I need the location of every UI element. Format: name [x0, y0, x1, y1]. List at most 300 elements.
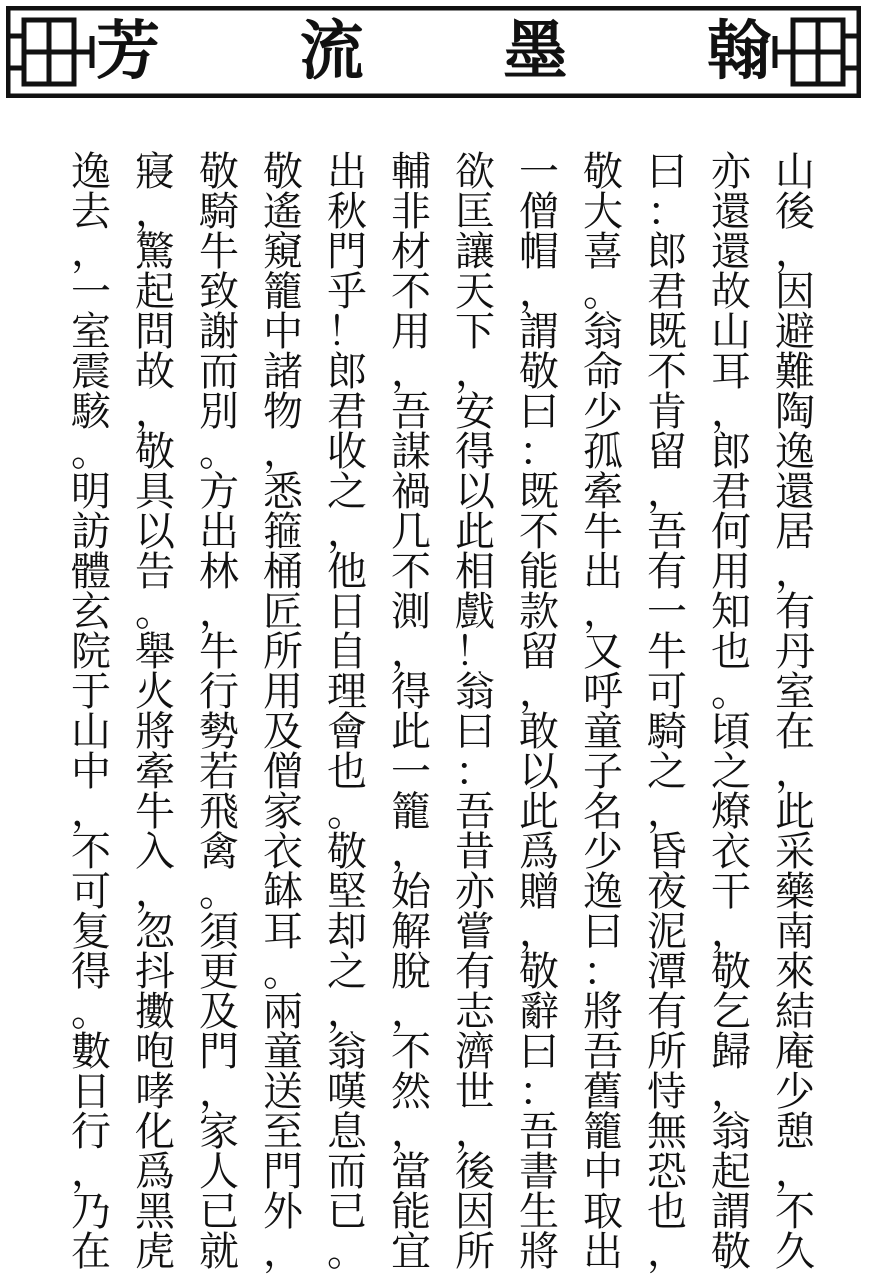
column-glyph: 丹 [775, 629, 815, 675]
column-glyph: 有 [455, 949, 495, 995]
column-glyph: 出 [583, 549, 623, 595]
column-glyph: 志 [455, 989, 495, 1035]
column-glyph: 乃 [71, 1189, 111, 1235]
column-glyph: 無 [647, 1109, 687, 1155]
column-glyph: 騎 [199, 189, 239, 235]
column-glyph: 脫 [391, 949, 431, 995]
column-glyph: 安 [455, 389, 495, 435]
column-glyph: 家 [263, 789, 303, 835]
column-glyph: 下 [455, 309, 495, 355]
column-glyph: 敬 [263, 149, 303, 195]
column-glyph: 及 [199, 989, 239, 1035]
column-glyph: 濟 [455, 1029, 495, 1075]
column-glyph: 更 [199, 949, 239, 995]
column-glyph: 亦 [711, 149, 751, 195]
column-glyph: 敬 [711, 1229, 751, 1275]
column-glyph: 難 [775, 349, 815, 395]
column-glyph: 戲 [455, 589, 495, 635]
column-glyph: 牛 [135, 789, 175, 835]
column-glyph: 驚 [135, 229, 175, 275]
column-glyph: 喜 [583, 229, 623, 275]
column-glyph: 子 [583, 749, 623, 795]
text-column [448, 149, 502, 1275]
column-glyph: 不 [775, 1189, 815, 1235]
right-lattice-ornament [775, 20, 859, 84]
column-glyph: 禽 [199, 829, 239, 875]
column-glyph: 謝 [199, 309, 239, 355]
column-glyph: 哮 [135, 1069, 175, 1115]
column-glyph: 謂 [519, 309, 559, 355]
column-glyph: 室 [71, 309, 111, 355]
column-glyph: 出 [583, 1229, 623, 1275]
column-glyph: 曰 [647, 149, 687, 195]
column-glyph: ， [263, 429, 303, 475]
column-glyph: 材 [391, 229, 431, 275]
text-column [384, 149, 438, 1275]
column-glyph: 也 [327, 749, 367, 795]
column-glyph: 泥 [647, 909, 687, 955]
column-glyph: 以 [455, 469, 495, 515]
column-glyph: 敬 [519, 349, 559, 395]
column-glyph: ， [583, 589, 623, 635]
column-glyph: ， [391, 829, 431, 875]
column-glyph: 夜 [647, 869, 687, 915]
column-glyph: 于 [71, 669, 111, 715]
column-glyph: 郎 [711, 429, 751, 475]
column-glyph: 得 [71, 949, 111, 995]
column-glyph: 後 [455, 1149, 495, 1195]
column-glyph: 避 [775, 309, 815, 355]
column-glyph: 山 [711, 309, 751, 355]
column-glyph: 曰 [519, 389, 559, 435]
column-glyph: 爲 [519, 829, 559, 875]
column-glyph: 不 [519, 509, 559, 555]
column-glyph: 命 [583, 349, 623, 395]
title-char: 墨 [503, 14, 568, 89]
column-glyph: 名 [583, 789, 623, 835]
column-glyph: 諸 [263, 349, 303, 395]
column-glyph: 寢 [135, 149, 175, 195]
column-glyph: 以 [519, 749, 559, 795]
column-glyph: 。 [327, 1229, 367, 1275]
column-glyph: 在 [775, 709, 815, 755]
column-glyph: 忽 [135, 909, 175, 955]
text-column [320, 149, 374, 1275]
column-glyph: 。 [199, 869, 239, 915]
column-glyph: 非 [391, 189, 431, 235]
column-glyph: 曰 [455, 709, 495, 755]
column-glyph: 輔 [391, 149, 431, 195]
column-glyph: 林 [199, 549, 239, 595]
column-glyph: 門 [199, 1029, 239, 1075]
column-glyph: 帽 [519, 229, 559, 275]
column-glyph: ！ [327, 309, 367, 355]
column-glyph: 箍 [263, 509, 303, 555]
column-glyph: 已 [327, 1189, 367, 1235]
column-glyph: 耳 [711, 349, 751, 395]
column-glyph: 得 [391, 669, 431, 715]
column-glyph: 用 [711, 549, 751, 595]
column-glyph: 一 [391, 749, 431, 795]
column-glyph: 可 [71, 869, 111, 915]
column-glyph: 室 [775, 669, 815, 715]
column-glyph: 此 [775, 789, 815, 835]
column-glyph: 若 [199, 749, 239, 795]
column-glyph: 體 [71, 549, 111, 595]
column-glyph: 牛 [647, 629, 687, 675]
column-glyph: ： [519, 429, 559, 475]
column-glyph: 玄 [71, 589, 111, 635]
column-glyph: 君 [711, 469, 751, 515]
column-glyph: 君 [327, 389, 367, 435]
column-glyph: 門 [327, 229, 367, 275]
column-glyph: 堅 [327, 869, 367, 915]
column-glyph: ， [647, 469, 687, 515]
column-glyph: 入 [135, 829, 175, 875]
column-glyph: 也 [647, 1189, 687, 1235]
column-glyph: 用 [391, 309, 431, 355]
column-glyph: 測 [391, 589, 431, 635]
column-glyph: 不 [71, 829, 111, 875]
column-glyph: 故 [711, 269, 751, 315]
column-glyph: 敬 [327, 829, 367, 875]
column-glyph: ： [455, 749, 495, 795]
column-glyph: 當 [391, 1149, 431, 1195]
column-glyph: 不 [391, 549, 431, 595]
column-glyph: 騎 [647, 709, 687, 755]
column-glyph: 門 [263, 1149, 303, 1195]
column-glyph: 。 [327, 789, 367, 835]
column-glyph: ， [711, 389, 751, 435]
text-column [512, 149, 566, 1275]
column-glyph: 缽 [263, 869, 303, 915]
column-glyph: 理 [327, 669, 367, 715]
column-glyph: 在 [71, 1229, 111, 1275]
column-glyph: 君 [647, 269, 687, 315]
column-glyph: 匡 [455, 189, 495, 235]
column-glyph: 知 [711, 589, 751, 635]
column-glyph: 不 [391, 269, 431, 315]
column-glyph: 留 [519, 629, 559, 675]
column-glyph: 行 [71, 1109, 111, 1155]
column-glyph: 少 [583, 829, 623, 875]
column-glyph: 書 [519, 1149, 559, 1195]
column-glyph: ， [327, 509, 367, 555]
column-glyph: 物 [263, 389, 303, 435]
column-glyph: 外 [263, 1189, 303, 1235]
column-glyph: 出 [199, 509, 239, 555]
column-glyph: 相 [455, 549, 495, 595]
title-char: 翰 [706, 14, 771, 89]
column-glyph: ， [711, 909, 751, 955]
column-glyph: 須 [199, 909, 239, 955]
column-glyph: 將 [135, 709, 175, 755]
column-glyph: 衣 [263, 829, 303, 875]
column-glyph: 爲 [135, 1149, 175, 1195]
column-glyph: 敬 [519, 949, 559, 995]
column-glyph: 又 [583, 629, 623, 675]
column-glyph: 款 [519, 589, 559, 635]
column-glyph: ， [135, 189, 175, 235]
column-glyph: 致 [199, 269, 239, 315]
column-glyph: 有 [647, 989, 687, 1035]
column-glyph: 恃 [647, 1069, 687, 1115]
column-glyph: 昔 [455, 829, 495, 875]
column-glyph: 可 [647, 669, 687, 715]
column-glyph: 因 [455, 1189, 495, 1235]
column-glyph: 所 [263, 629, 303, 675]
column-glyph: 少 [583, 389, 623, 435]
column-glyph: 不 [647, 349, 687, 395]
column-glyph: 陶 [775, 389, 815, 435]
column-glyph: 却 [327, 909, 367, 955]
column-glyph: 牽 [583, 469, 623, 515]
column-glyph: 告 [135, 549, 175, 595]
column-glyph: 吾 [519, 1109, 559, 1155]
text-column [576, 149, 630, 1275]
column-glyph: 郎 [327, 349, 367, 395]
column-glyph: 有 [775, 589, 815, 635]
column-glyph: 所 [647, 1029, 687, 1075]
column-glyph: 牽 [135, 749, 175, 795]
column-glyph: 嘆 [327, 1069, 367, 1115]
column-glyph: 籠 [583, 1109, 623, 1155]
column-glyph: 翁 [711, 1109, 751, 1155]
title-banner [6, 6, 861, 98]
text-column [640, 149, 694, 1275]
column-glyph: 牛 [583, 509, 623, 555]
text-column [128, 149, 182, 1275]
column-glyph: 曰 [583, 909, 623, 955]
column-glyph: 以 [135, 509, 175, 555]
column-glyph: 謂 [711, 1189, 751, 1235]
text-column [64, 149, 118, 1275]
column-glyph: 复 [71, 909, 111, 955]
column-glyph: 勢 [199, 709, 239, 755]
column-glyph: ， [391, 1109, 431, 1155]
text-column [192, 149, 246, 1275]
column-glyph: 始 [391, 869, 431, 915]
column-glyph: 會 [327, 709, 367, 755]
column-glyph: ， [391, 989, 431, 1035]
column-glyph: 至 [263, 1109, 303, 1155]
column-glyph: ， [711, 1069, 751, 1115]
column-glyph: ， [135, 869, 175, 915]
column-glyph: 故 [135, 349, 175, 395]
column-glyph: 駭 [71, 389, 111, 435]
column-glyph: 用 [263, 669, 303, 715]
column-glyph: 留 [647, 429, 687, 475]
column-glyph: 辭 [519, 989, 559, 1035]
column-glyph: ， [391, 349, 431, 395]
column-glyph: 南 [775, 909, 815, 955]
column-glyph: 別 [199, 389, 239, 435]
column-glyph: 乞 [711, 989, 751, 1035]
column-glyph: 明 [71, 469, 111, 515]
column-glyph: 昏 [647, 829, 687, 875]
column-glyph: 中 [583, 1149, 623, 1195]
column-glyph: 後 [775, 189, 815, 235]
column-glyph: 震 [71, 349, 111, 395]
column-glyph: 悉 [263, 469, 303, 515]
column-glyph: 家 [199, 1109, 239, 1155]
column-glyph: 起 [711, 1149, 751, 1195]
banner-title [96, 12, 771, 92]
column-glyph: 讓 [455, 229, 495, 275]
column-glyph: 干 [711, 869, 751, 915]
column-glyph: 出 [327, 149, 367, 195]
column-glyph: 兩 [263, 989, 303, 1035]
column-glyph: 欲 [455, 149, 495, 195]
column-glyph: 逸 [71, 149, 111, 195]
column-glyph: 衣 [711, 829, 751, 875]
column-glyph: 山 [71, 709, 111, 755]
column-glyph: 之 [711, 749, 751, 795]
column-glyph: 謀 [391, 429, 431, 475]
column-glyph: 之 [327, 469, 367, 515]
column-glyph: 解 [391, 909, 431, 955]
column-glyph: 虎 [135, 1229, 175, 1275]
column-glyph: 具 [135, 469, 175, 515]
title-char: 芳 [96, 14, 160, 89]
column-glyph: 采 [775, 829, 815, 875]
column-glyph: 之 [327, 949, 367, 995]
column-glyph: ！ [455, 629, 495, 675]
column-glyph: 僧 [263, 749, 303, 795]
column-glyph: 。 [263, 949, 303, 995]
column-glyph: 山 [775, 149, 815, 195]
column-glyph: 之 [647, 749, 687, 795]
column-glyph: 。 [71, 989, 111, 1035]
column-glyph: ， [327, 989, 367, 1035]
column-glyph: ， [519, 909, 559, 955]
column-glyph: 庵 [775, 1029, 815, 1075]
column-glyph: 問 [135, 309, 175, 355]
column-glyph: 逸 [583, 869, 623, 915]
column-glyph: 敬 [711, 949, 751, 995]
column-glyph: 。 [135, 589, 175, 635]
left-lattice-ornament [8, 20, 92, 84]
column-glyph: 將 [583, 989, 623, 1035]
column-glyph: 人 [199, 1149, 239, 1195]
column-glyph: 還 [711, 189, 751, 235]
column-glyph: 院 [71, 629, 111, 675]
column-glyph: ， [71, 229, 111, 275]
column-glyph: 吾 [455, 789, 495, 835]
column-glyph: ， [71, 1149, 111, 1195]
column-glyph: 將 [519, 1229, 559, 1275]
column-glyph: 禍 [391, 469, 431, 515]
column-glyph: ， [455, 1109, 495, 1155]
column-glyph: 已 [199, 1189, 239, 1235]
column-glyph: 遙 [263, 189, 303, 235]
column-glyph: 天 [455, 269, 495, 315]
column-glyph: 得 [455, 429, 495, 475]
column-glyph: 牛 [199, 229, 239, 275]
column-glyph: 嘗 [455, 909, 495, 955]
column-glyph: 恐 [647, 1149, 687, 1195]
column-glyph: 歸 [711, 1029, 751, 1075]
column-glyph: 燎 [711, 789, 751, 835]
column-glyph: 童 [263, 1029, 303, 1075]
column-glyph: 還 [775, 469, 815, 515]
column-glyph: ， [775, 749, 815, 795]
text-column [256, 149, 310, 1275]
column-glyph: 也 [711, 629, 751, 675]
column-glyph: 擻 [135, 989, 175, 1035]
column-glyph: 宜 [391, 1229, 431, 1275]
column-glyph: 憩 [775, 1109, 815, 1155]
column-glyph: 咆 [135, 1029, 175, 1075]
column-glyph: 收 [327, 429, 367, 475]
column-glyph: ， [647, 1229, 687, 1275]
column-glyph: 來 [775, 949, 815, 995]
column-glyph: 頃 [711, 709, 751, 755]
column-glyph: 方 [199, 469, 239, 515]
column-glyph: 吾 [391, 389, 431, 435]
column-glyph: 火 [135, 669, 175, 715]
column-glyph: 而 [327, 1149, 367, 1195]
column-glyph: 起 [135, 269, 175, 315]
column-glyph: 訪 [71, 509, 111, 555]
column-glyph: 牛 [199, 629, 239, 675]
column-glyph: 所 [455, 1229, 495, 1275]
column-glyph: ， [199, 1069, 239, 1115]
column-glyph: 。 [583, 269, 623, 315]
column-glyph: 抖 [135, 949, 175, 995]
column-glyph: 日 [71, 1069, 111, 1115]
column-glyph: 贈 [519, 869, 559, 915]
column-glyph: 生 [519, 1189, 559, 1235]
column-glyph: 窺 [263, 229, 303, 275]
column-glyph: 一 [71, 269, 111, 315]
column-glyph: 翁 [327, 1029, 367, 1075]
column-glyph: ， [519, 269, 559, 315]
column-glyph: 耳 [263, 909, 303, 955]
column-glyph: 秋 [327, 189, 367, 235]
column-glyph: 自 [327, 629, 367, 675]
vertical-text-body [52, 149, 822, 1275]
column-glyph: 匠 [263, 589, 303, 635]
column-glyph: 吾 [647, 509, 687, 555]
column-glyph: 几 [391, 509, 431, 555]
column-glyph: 孤 [583, 429, 623, 475]
column-glyph: 然 [391, 1069, 431, 1115]
column-glyph: 敬 [135, 429, 175, 475]
column-glyph: 化 [135, 1109, 175, 1155]
column-glyph: 敢 [519, 709, 559, 755]
column-glyph: 乎 [327, 269, 367, 315]
column-glyph: 中 [71, 749, 111, 795]
column-glyph: 藥 [775, 869, 815, 915]
column-glyph: 。 [711, 669, 751, 715]
column-glyph: 既 [519, 469, 559, 515]
column-glyph: ： [583, 949, 623, 995]
column-glyph: 桶 [263, 549, 303, 595]
column-glyph: 去 [71, 189, 111, 235]
column-glyph: 他 [327, 549, 367, 595]
column-glyph: ， [775, 1149, 815, 1195]
column-glyph: 因 [775, 269, 815, 315]
column-glyph: ， [135, 389, 175, 435]
column-glyph: ， [199, 589, 239, 635]
column-glyph: 日 [327, 589, 367, 635]
column-glyph: 潭 [647, 949, 687, 995]
text-column [704, 149, 758, 1275]
column-glyph: 曰 [519, 1029, 559, 1075]
column-glyph: ： [647, 189, 687, 235]
column-glyph: 逸 [775, 429, 815, 475]
